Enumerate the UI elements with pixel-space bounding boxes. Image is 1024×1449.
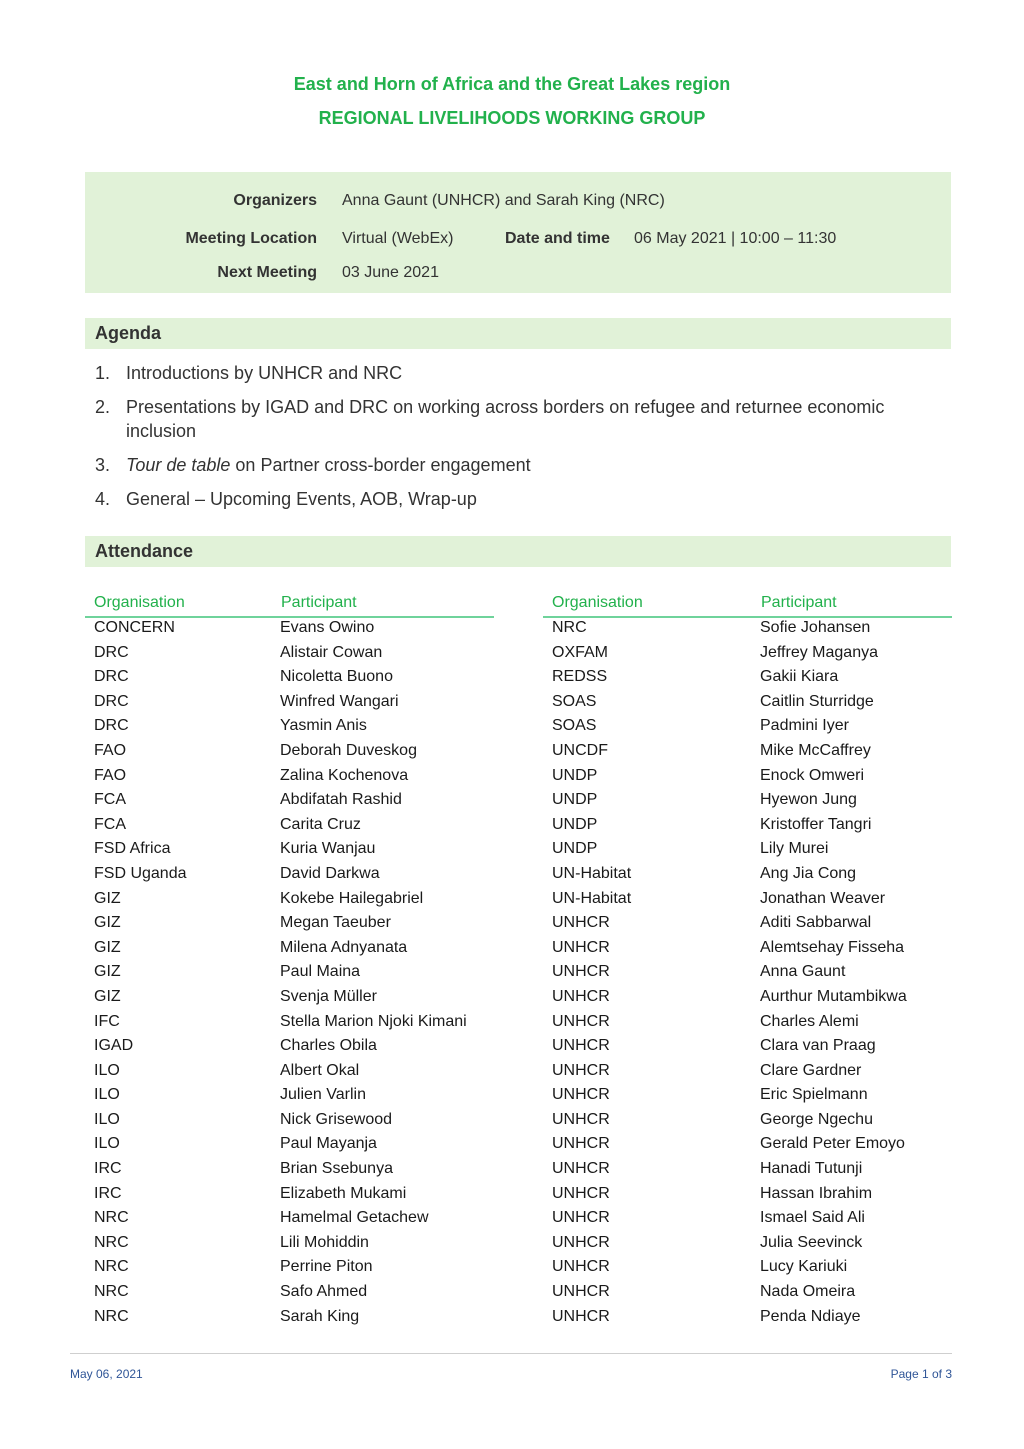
attendance-row bbox=[552, 1084, 952, 1109]
attendance-row bbox=[94, 1256, 494, 1281]
participant-cell: David Darkwa bbox=[280, 864, 380, 882]
attendance-row bbox=[94, 617, 494, 642]
attendance-row bbox=[552, 1109, 952, 1134]
organisation-cell: ILO bbox=[94, 1061, 120, 1079]
organisation-cell: ILO bbox=[94, 1110, 120, 1128]
organisation-cell: UNHCR bbox=[552, 1086, 610, 1104]
agenda-item-text: Presentations by IGAD and DRC on working across borders on refugee and returnee economic inclusion bbox=[126, 397, 885, 441]
attendance-row bbox=[552, 863, 952, 888]
datetime-label: Date and time bbox=[505, 230, 610, 247]
agenda-item-text: Introductions by UNHCR and NRC bbox=[126, 363, 403, 383]
participant-cell: Julia Seevinck bbox=[760, 1233, 863, 1251]
participant-cell: Brian Ssebunya bbox=[280, 1160, 393, 1178]
attendance-row bbox=[552, 1281, 952, 1306]
organisation-cell: NRC bbox=[94, 1209, 129, 1227]
attendance-row bbox=[552, 1256, 952, 1281]
organisation-cell: FCA bbox=[94, 791, 126, 809]
agenda-item-italic: Tour de table bbox=[126, 455, 231, 475]
agenda-item-number: 4. bbox=[95, 489, 111, 509]
participant-cell: Sofie Johansen bbox=[760, 619, 871, 636]
participant-cell: Gerald Peter Emoyo bbox=[760, 1135, 905, 1153]
attendance-row bbox=[94, 1084, 494, 1109]
organisation-cell: FCA bbox=[94, 815, 126, 833]
organisation-cell: GIZ bbox=[94, 938, 121, 956]
participant-cell: Enock Omweri bbox=[760, 766, 865, 784]
participant-cell: Abdifatah Rashid bbox=[280, 791, 402, 809]
agenda-item-number: 1. bbox=[95, 363, 111, 383]
datetime-value: 06 May 2021 | 10:00 – 11:30 bbox=[634, 230, 837, 247]
participant-cell: Stella Marion Njoki Kimani bbox=[280, 1012, 467, 1030]
attendance-row bbox=[94, 1035, 494, 1060]
organisation-cell: SOAS bbox=[552, 717, 597, 735]
participant-cell: Evans Owino bbox=[280, 619, 375, 636]
organisation-cell: OXFAM bbox=[552, 643, 609, 661]
organisation-cell: GIZ bbox=[94, 914, 121, 932]
organisation-cell: UNHCR bbox=[552, 1307, 610, 1325]
organisation-cell: UNHCR bbox=[552, 1012, 610, 1030]
participant-cell: Clare Gardner bbox=[760, 1061, 862, 1079]
participant-cell: Padmini Iyer bbox=[760, 717, 849, 735]
attendance-row bbox=[94, 691, 494, 716]
organisation-cell: UNHCR bbox=[552, 1258, 610, 1276]
attendance-row bbox=[94, 1207, 494, 1232]
participant-cell: Charles Obila bbox=[280, 1037, 377, 1055]
attendance-row bbox=[94, 789, 494, 814]
participant-cell: Kristoffer Tangri bbox=[760, 815, 872, 833]
organisation-cell: UNHCR bbox=[552, 1184, 610, 1202]
agenda-item bbox=[95, 395, 935, 443]
participant-cell: Hanadi Tutunji bbox=[760, 1160, 863, 1178]
participant-cell: Alemtsehay Fisseha bbox=[760, 938, 905, 956]
organisation-cell: UNHCR bbox=[552, 1209, 610, 1227]
participant-cell: Lucy Kariuki bbox=[760, 1258, 848, 1276]
organisation-cell: UNDP bbox=[552, 791, 598, 809]
attendance-title: Attendance bbox=[95, 541, 194, 561]
organisation-cell: UNHCR bbox=[552, 938, 610, 956]
organisation-cell: FAO bbox=[94, 766, 127, 784]
footer-date: May 06, 2021 bbox=[70, 1367, 143, 1381]
organisation-cell: UNHCR bbox=[552, 1160, 610, 1178]
attendance-row bbox=[552, 642, 952, 667]
agenda-item-text: General – Upcoming Events, AOB, Wrap-up bbox=[126, 489, 477, 509]
attendance-row bbox=[94, 740, 494, 765]
participant-cell: Milena Adnyanata bbox=[280, 938, 408, 956]
participant-cell: Anna Gaunt bbox=[760, 963, 846, 981]
attendance-row bbox=[552, 814, 952, 839]
attendance-row bbox=[94, 814, 494, 839]
organisation-cell: UNCDF bbox=[552, 741, 608, 759]
participant-cell: Albert Okal bbox=[280, 1061, 360, 1079]
organisation-cell: UNDP bbox=[552, 840, 598, 858]
attendance-row bbox=[552, 740, 952, 765]
participant-cell: Megan Taeuber bbox=[280, 914, 391, 932]
attendance-row bbox=[552, 1306, 952, 1331]
agenda-header bbox=[85, 318, 951, 349]
organisation-cell: UNHCR bbox=[552, 1233, 610, 1251]
participant-cell: Caitlin Sturridge bbox=[760, 692, 874, 710]
attendance-row bbox=[94, 765, 494, 790]
participant-cell: Gakii Kiara bbox=[760, 668, 839, 686]
attendance-row bbox=[94, 863, 494, 888]
agenda-item bbox=[95, 453, 935, 477]
next-meeting-label: Next Meeting bbox=[217, 264, 317, 281]
attendance-row bbox=[94, 1011, 494, 1036]
attendance-row bbox=[552, 666, 952, 691]
column-header-participant: Participant bbox=[761, 594, 837, 611]
participant-cell: Hyewon Jung bbox=[760, 791, 857, 809]
attendance-row bbox=[552, 1207, 952, 1232]
participant-cell: Nada Omeira bbox=[760, 1283, 856, 1301]
participant-cell: Elizabeth Mukami bbox=[280, 1184, 407, 1202]
organisation-cell: GIZ bbox=[94, 987, 121, 1005]
location-label: Meeting Location bbox=[185, 230, 317, 247]
participant-cell: George Ngechu bbox=[760, 1110, 873, 1128]
attendance-left-table bbox=[94, 617, 494, 1330]
organisation-cell: UNDP bbox=[552, 815, 598, 833]
participant-cell: Kuria Wanjau bbox=[280, 840, 376, 858]
attendance-row bbox=[94, 888, 494, 913]
participant-cell: Hamelmal Getachew bbox=[280, 1209, 429, 1227]
organisation-cell: FSD Africa bbox=[94, 840, 171, 858]
attendance-row bbox=[94, 1158, 494, 1183]
organisation-cell: UNHCR bbox=[552, 963, 610, 981]
attendance-row bbox=[552, 1232, 952, 1257]
attendance-row bbox=[94, 912, 494, 937]
participant-cell: Alistair Cowan bbox=[280, 643, 383, 661]
location-value: Virtual (WebEx) bbox=[342, 230, 454, 247]
organisation-cell: UNHCR bbox=[552, 1283, 610, 1301]
attendance-row bbox=[94, 937, 494, 962]
organisation-cell: UNHCR bbox=[552, 1037, 610, 1055]
organisation-cell: IRC bbox=[94, 1160, 122, 1178]
participant-cell: Mike McCaffrey bbox=[760, 741, 871, 759]
attendance-row bbox=[552, 838, 952, 863]
agenda-list bbox=[95, 361, 935, 521]
participant-cell: Paul Mayanja bbox=[280, 1135, 377, 1153]
participant-cell: Jonathan Weaver bbox=[760, 889, 886, 907]
organizers-label: Organizers bbox=[233, 192, 317, 209]
attendance-row bbox=[552, 986, 952, 1011]
participant-cell: Zalina Kochenova bbox=[280, 766, 409, 784]
organisation-cell: ILO bbox=[94, 1135, 120, 1153]
organisation-cell: IFC bbox=[94, 1012, 120, 1030]
attendance-row bbox=[552, 912, 952, 937]
agenda-item-number: 2. bbox=[95, 397, 111, 417]
participant-cell: Nicoletta Buono bbox=[280, 668, 393, 686]
attendance-row bbox=[94, 1133, 494, 1158]
attendance-row bbox=[552, 1133, 952, 1158]
participant-cell: Lily Murei bbox=[760, 840, 829, 858]
column-header-participant: Participant bbox=[281, 594, 357, 611]
participant-cell: Paul Maina bbox=[280, 963, 361, 981]
attendance-row bbox=[552, 691, 952, 716]
attendance-row bbox=[94, 1306, 494, 1331]
attendance-row bbox=[94, 986, 494, 1011]
participant-cell: Clara van Praag bbox=[760, 1037, 876, 1055]
participant-cell: Nick Grisewood bbox=[280, 1110, 393, 1128]
attendance-row bbox=[552, 1183, 952, 1208]
attendance-row bbox=[94, 838, 494, 863]
organizers-value: Anna Gaunt (UNHCR) and Sarah King (NRC) bbox=[342, 192, 665, 209]
organisation-cell: DRC bbox=[94, 717, 129, 735]
attendance-right-table bbox=[552, 617, 952, 1330]
attendance-row bbox=[94, 666, 494, 691]
organisation-cell: UN-Habitat bbox=[552, 889, 632, 907]
organisation-cell: UNHCR bbox=[552, 1135, 610, 1153]
column-header-organisation: Organisation bbox=[94, 594, 185, 611]
attendance-row bbox=[94, 961, 494, 986]
organisation-cell: NRC bbox=[94, 1233, 129, 1251]
meeting-info-box bbox=[85, 172, 951, 293]
next-meeting-value: 03 June 2021 bbox=[342, 264, 439, 281]
participant-cell: Ang Jia Cong bbox=[760, 864, 857, 882]
attendance-row bbox=[94, 1183, 494, 1208]
participant-cell: Aurthur Mutambikwa bbox=[760, 987, 907, 1005]
participant-cell: Hassan Ibrahim bbox=[760, 1184, 873, 1202]
organisation-cell: NRC bbox=[94, 1307, 129, 1325]
participant-cell: Ismael Said Ali bbox=[760, 1209, 865, 1227]
organisation-cell: FAO bbox=[94, 741, 127, 759]
group-title: REGIONAL LIVELIHOODS WORKING GROUP bbox=[318, 108, 706, 128]
organisation-cell: DRC bbox=[94, 668, 129, 686]
agenda-item-number: 3. bbox=[95, 455, 111, 475]
participant-cell: Sarah King bbox=[280, 1307, 360, 1325]
participant-cell: Eric Spielmann bbox=[760, 1086, 868, 1104]
attendance-row bbox=[552, 1060, 952, 1085]
organisation-cell: GIZ bbox=[94, 963, 121, 981]
organisation-cell: UNHCR bbox=[552, 914, 610, 932]
participant-cell: Julien Varlin bbox=[280, 1086, 366, 1104]
participant-cell: Kokebe Hailegabriel bbox=[280, 889, 424, 907]
participant-cell: Perrine Piton bbox=[280, 1258, 373, 1276]
agenda-item bbox=[95, 361, 935, 385]
agenda-item bbox=[95, 487, 935, 511]
organisation-cell: DRC bbox=[94, 692, 129, 710]
organisation-cell: NRC bbox=[94, 1283, 129, 1301]
organisation-cell: IRC bbox=[94, 1184, 122, 1202]
participant-cell: Carita Cruz bbox=[280, 815, 361, 833]
participant-cell: Winfred Wangari bbox=[280, 692, 399, 710]
participant-cell: Jeffrey Maganya bbox=[760, 643, 878, 661]
organisation-cell: REDSS bbox=[552, 668, 608, 686]
organisation-cell: GIZ bbox=[94, 889, 121, 907]
participant-cell: Lili Mohiddin bbox=[280, 1233, 369, 1251]
attendance-row bbox=[94, 1060, 494, 1085]
attendance-row bbox=[94, 1109, 494, 1134]
organisation-cell: UN-Habitat bbox=[552, 864, 632, 882]
participant-cell: Aditi Sabbarwal bbox=[760, 914, 872, 932]
organisation-cell: IGAD bbox=[94, 1037, 134, 1055]
attendance-left-header bbox=[85, 594, 494, 618]
organisation-cell: CONCERN bbox=[94, 619, 175, 636]
organisation-cell: DRC bbox=[94, 643, 129, 661]
attendance-row bbox=[94, 1232, 494, 1257]
agenda-title: Agenda bbox=[95, 323, 162, 343]
organisation-cell: UNHCR bbox=[552, 987, 610, 1005]
participant-cell: Yasmin Anis bbox=[280, 717, 367, 735]
attendance-row bbox=[552, 1011, 952, 1036]
attendance-row bbox=[94, 715, 494, 740]
organisation-cell: UNDP bbox=[552, 766, 598, 784]
participant-cell: Deborah Duveskog bbox=[280, 741, 417, 759]
attendance-row bbox=[552, 888, 952, 913]
participant-cell: Penda Ndiaye bbox=[760, 1307, 861, 1325]
attendance-row bbox=[552, 765, 952, 790]
footer-divider bbox=[70, 1353, 952, 1354]
attendance-row bbox=[552, 937, 952, 962]
participant-cell: Charles Alemi bbox=[760, 1012, 859, 1030]
column-header-organisation: Organisation bbox=[552, 594, 643, 611]
participant-cell: Safo Ahmed bbox=[280, 1283, 368, 1301]
participant-cell: Svenja Müller bbox=[280, 987, 377, 1005]
organisation-cell: ILO bbox=[94, 1086, 120, 1104]
attendance-row bbox=[552, 1158, 952, 1183]
organisation-cell: UNHCR bbox=[552, 1110, 610, 1128]
attendance-row bbox=[94, 1281, 494, 1306]
organisation-cell: FSD Uganda bbox=[94, 864, 187, 882]
agenda-item-text: on Partner cross-border engagement bbox=[230, 455, 531, 475]
organisation-cell: UNHCR bbox=[552, 1061, 610, 1079]
attendance-row bbox=[94, 642, 494, 667]
organisation-cell: SOAS bbox=[552, 692, 597, 710]
attendance-row bbox=[552, 1035, 952, 1060]
attendance-right-header bbox=[543, 594, 952, 618]
region-title: East and Horn of Africa and the Great Lakes region bbox=[293, 74, 731, 94]
attendance-row bbox=[552, 617, 952, 642]
attendance-row bbox=[552, 715, 952, 740]
organisation-cell: NRC bbox=[552, 619, 587, 636]
attendance-header bbox=[85, 536, 951, 567]
organisation-cell: NRC bbox=[94, 1258, 129, 1276]
attendance-row bbox=[552, 961, 952, 986]
attendance-row bbox=[552, 789, 952, 814]
footer-page-number: Page 1 of 3 bbox=[890, 1367, 952, 1381]
